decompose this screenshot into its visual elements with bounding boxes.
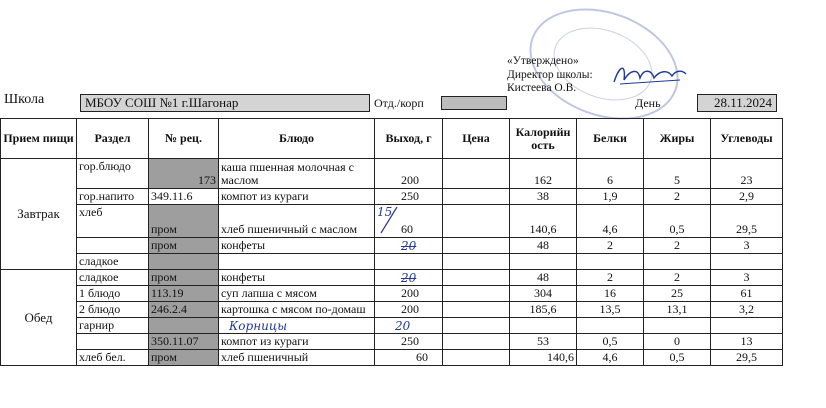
cell-fat (644, 254, 711, 270)
cell-section (77, 334, 149, 350)
table-header-row (1, 119, 783, 159)
cell-section: сладкое (77, 254, 149, 270)
date-field[interactable]: 28.11.2024 (697, 94, 777, 112)
cell-kcal: 304 (510, 286, 577, 302)
cell-kcal: 38 (510, 189, 577, 205)
cell-protein: 16 (577, 286, 644, 302)
col-kcal: Калорийн ость (510, 119, 577, 159)
cell-dish: компот из кураги (219, 189, 375, 205)
col-fat: Жиры (644, 119, 711, 159)
handwritten-slash (375, 205, 405, 235)
cell-recipe: 113.19 (149, 286, 219, 302)
col-dish: Блюдо (219, 119, 375, 159)
cell-fat: 2 (644, 238, 711, 254)
cell-kcal (510, 318, 577, 334)
table-row (1, 318, 783, 334)
col-output: Выход, г (375, 119, 443, 159)
cell-kcal: 185,6 (510, 302, 577, 318)
cell-fat: 25 (644, 286, 711, 302)
cell-kcal: 48 (510, 270, 577, 286)
cell-price (443, 254, 510, 270)
table-row (1, 189, 783, 205)
cell-price (443, 205, 510, 238)
cell-recipe: пром (149, 238, 219, 254)
handwritten-strike: 15 (377, 205, 393, 219)
cell-fat: 0,5 (644, 205, 711, 238)
table-row (1, 270, 783, 286)
cell-recipe: пром (149, 270, 219, 286)
cell-output: 250 (375, 334, 443, 350)
cell-output: 60 (375, 350, 443, 366)
cell-carbs: 13 (711, 334, 783, 350)
col-price: Цена (443, 119, 510, 159)
cell-protein: 6 (577, 159, 644, 189)
cell-protein: 0,5 (577, 334, 644, 350)
cell-dish: каша пшенная молочная с маслом (219, 159, 375, 189)
cell-output: 200 (375, 302, 443, 318)
cell-price (443, 350, 510, 366)
cell-dish: хлеб пшеничный (219, 350, 375, 366)
cell-recipe: 350.11.07 (149, 334, 219, 350)
meal-lunch: Обед (1, 270, 77, 366)
cell-protein: 2 (577, 238, 644, 254)
col-section: Раздел (77, 119, 149, 159)
director-signature (610, 60, 690, 90)
cell-kcal: 48 (510, 238, 577, 254)
cell-price (443, 159, 510, 189)
cell-section: гор.блюдо (77, 159, 149, 189)
approval-line-2: Директор школы: (507, 69, 593, 81)
cell-kcal: 53 (510, 334, 577, 350)
cell-recipe: пром (149, 205, 219, 238)
cell-price (443, 286, 510, 302)
cell-recipe: пром (149, 350, 219, 366)
dept-field[interactable] (441, 96, 507, 110)
cell-output (375, 254, 443, 270)
cell-price (443, 318, 510, 334)
cell-carbs: 23 (711, 159, 783, 189)
cell-recipe: 349.11.6 (149, 189, 219, 205)
cell-dish: конфеты (219, 238, 375, 254)
cell-dish (219, 205, 375, 238)
cell-output: 20 (375, 238, 443, 254)
cell-carbs: 3,2 (711, 302, 783, 318)
dept-label: Отд./корп (374, 96, 424, 110)
table-row (1, 205, 783, 238)
school-field[interactable]: МБОУ СОШ №1 г.Шагонар (80, 94, 370, 112)
cell-section: сладкое (77, 270, 149, 286)
cell-protein: 1,9 (577, 189, 644, 205)
cell-recipe (149, 254, 219, 270)
cell-dish: картошка с мясом по-домаш (219, 302, 375, 318)
cell-section: хлеб (77, 205, 149, 238)
cell-section: 2 блюдо (77, 302, 149, 318)
cell-section: 1 блюдо (77, 286, 149, 302)
cell-dish: компот из кураги (219, 334, 375, 350)
cell-price (443, 302, 510, 318)
cell-price (443, 189, 510, 205)
cell-carbs: 3 (711, 270, 783, 286)
table-row (1, 334, 783, 350)
col-carbs: Углеводы (711, 119, 783, 159)
cell-kcal: 162 (510, 159, 577, 189)
cell-kcal (510, 254, 577, 270)
cell-protein: 4,6 (577, 205, 644, 238)
cell-protein (577, 254, 644, 270)
cell-price (443, 238, 510, 254)
table-row (1, 302, 783, 318)
cell-dish: конфеты (219, 270, 375, 286)
cell-dish: суп лапша с мясом (219, 286, 375, 302)
cell-carbs: 29,5 (711, 205, 783, 238)
cell-fat: 2 (644, 270, 711, 286)
day-label: День (635, 96, 661, 110)
cell-price (443, 334, 510, 350)
cell-fat: 5 (644, 159, 711, 189)
cell-output-text: 60 (401, 222, 413, 236)
menu-table (0, 118, 783, 366)
cell-fat: 0,5 (644, 350, 711, 366)
cell-recipe (149, 318, 219, 334)
cell-section: хлеб бел. (77, 350, 149, 366)
table-row (1, 254, 783, 270)
col-recipe: № рец. (149, 119, 219, 159)
cell-output: 250 (375, 189, 443, 205)
cell-protein (577, 318, 644, 334)
cell-fat: 2 (644, 189, 711, 205)
cell-carbs (711, 254, 783, 270)
meal-breakfast: Завтрак (1, 159, 77, 270)
cell-recipe: 246.2.4 (149, 302, 219, 318)
cell-section (77, 238, 149, 254)
cell-protein: 4,6 (577, 350, 644, 366)
cell-protein: 13,5 (577, 302, 644, 318)
cell-carbs: 3 (711, 238, 783, 254)
col-meal: Прием пищи (1, 119, 77, 159)
cell-carbs: 61 (711, 286, 783, 302)
cell-section: гарнир (77, 318, 149, 334)
cell-section: гор.напито (77, 189, 149, 205)
cell-fat (644, 318, 711, 334)
cell-dish-text: хлеб пшеничный с маслом (221, 222, 358, 236)
cell-fat: 0 (644, 334, 711, 350)
cell-kcal: 140,6 (510, 350, 577, 366)
cell-output: 20 (375, 270, 443, 286)
cell-output (375, 205, 443, 238)
handwritten-garnish: Корницы (219, 318, 375, 334)
cell-recipe: 173 (149, 159, 219, 189)
col-protein: Белки (577, 119, 644, 159)
table-row (1, 159, 783, 189)
cell-dish (219, 254, 375, 270)
cell-output: 200 (375, 159, 443, 189)
table-row (1, 350, 783, 366)
approval-line-3: Кистеева О.В. (507, 82, 577, 94)
cell-fat: 13,1 (644, 302, 711, 318)
cell-kcal: 140,6 (510, 205, 577, 238)
table-row (1, 286, 783, 302)
cell-output: 200 (375, 286, 443, 302)
approval-line-1: «Утверждено» (507, 55, 579, 67)
handwritten-garnish-output: 20 (375, 318, 443, 334)
school-label: Школа (4, 92, 45, 107)
cell-protein: 2 (577, 270, 644, 286)
cell-carbs: 29,5 (711, 350, 783, 366)
cell-carbs: 2,9 (711, 189, 783, 205)
cell-carbs (711, 318, 783, 334)
cell-price (443, 270, 510, 286)
table-row (1, 238, 783, 254)
